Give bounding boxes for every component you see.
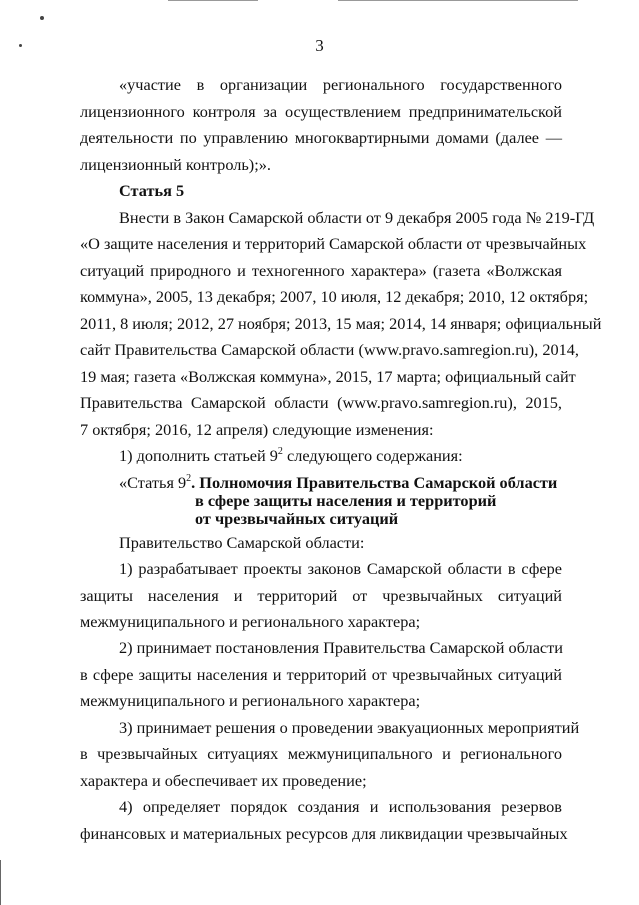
paragraph-line: межмуниципального и регионального характера; <box>80 691 421 710</box>
scan-speck <box>40 16 44 20</box>
paragraph-line: в сфере защиты населения и территорий от чрезвычайных ситуаций <box>80 665 562 684</box>
paragraph-line: Внести в Закон Самарской области от 9 декабря 2005 года № 219-ГД <box>119 208 595 227</box>
paragraph-line: 4) определяет порядок создания и использования резервов <box>119 797 562 816</box>
text-run: «Статья 9 <box>119 473 187 492</box>
paragraph-line <box>119 445 463 467</box>
scan-left-edge <box>0 860 1 905</box>
paragraph-line: лицензионного контроля за осуществлением предпринимательской <box>80 102 562 121</box>
superscript: 2 <box>277 446 283 457</box>
paragraph-line: «О защите населения и территорий Самарской области от чрезвычайных <box>80 234 587 253</box>
paragraph-line: 3) принимает решения о проведении эвакуационных мероприятий <box>119 718 580 737</box>
paragraph-line: сайт Правительства Самарской области (www.pravo.samregion.ru), 2014, <box>80 340 579 359</box>
paragraph-line: «участие в организации регионального государственного <box>119 75 562 94</box>
article-title: . Полномочия Правительства Самарской области <box>191 473 558 492</box>
text-run: 1) дополнить статьей 9 <box>119 446 278 465</box>
paragraph-line: Правительство Самарской области: <box>119 533 365 552</box>
superscript: 2 <box>186 473 192 484</box>
article-title-line: от чрезвычайных ситуаций <box>195 509 399 528</box>
paragraph-line: характера и обеспечивает их проведение; <box>80 771 367 790</box>
paragraph-line: лицензионный контроль);». <box>80 155 271 174</box>
article-title-line: в сфере защиты населения и территорий <box>195 491 497 510</box>
text-run: следующего содержания: <box>282 446 463 465</box>
page-number: 3 <box>315 36 324 55</box>
paragraph-line: ситуаций природного и техногенного характера» (газета «Волжская <box>80 261 562 280</box>
paragraph-line: 2011, 8 июля; 2012, 27 ноября; 2013, 15 мая; 2014, 14 января; официальный <box>80 314 602 333</box>
paragraph-line: защиты населения и территорий от чрезвычайных ситуаций <box>80 586 562 605</box>
article-heading: Статья 5 <box>119 181 185 200</box>
paragraph-line: межмуниципального и регионального характера; <box>80 612 421 631</box>
paragraph-line: деятельности по управлению многоквартирными домами (далее — <box>80 128 562 147</box>
paragraph-line: 1) разрабатывает проекты законов Самарской области в сфере <box>119 559 562 578</box>
paragraph-line: Правительства Самарской области (www.pravo.samregion.ru), 2015, <box>80 393 562 412</box>
paragraph-line: финансовых и материальных ресурсов для ликвидации чрезвычайных <box>80 824 568 843</box>
scan-top-edge <box>338 0 578 1</box>
paragraph-line: 7 октября; 2016, 12 апреля) следующие изменения: <box>80 420 434 439</box>
paragraph-line: 19 мая; газета «Волжская коммуна», 2015, 17 марта; официальный сайт <box>80 367 576 386</box>
paragraph-line: 2) принимает постановления Правительства Самарской области <box>119 638 563 657</box>
scan-top-edge <box>168 0 258 1</box>
paragraph-line: коммуна», 2005, 13 декабря; 2007, 10 июля, 12 декабря; 2010, 12 октября; <box>80 287 589 306</box>
paragraph-line: в чрезвычайных ситуациях межмуниципального и регионального <box>80 744 562 763</box>
